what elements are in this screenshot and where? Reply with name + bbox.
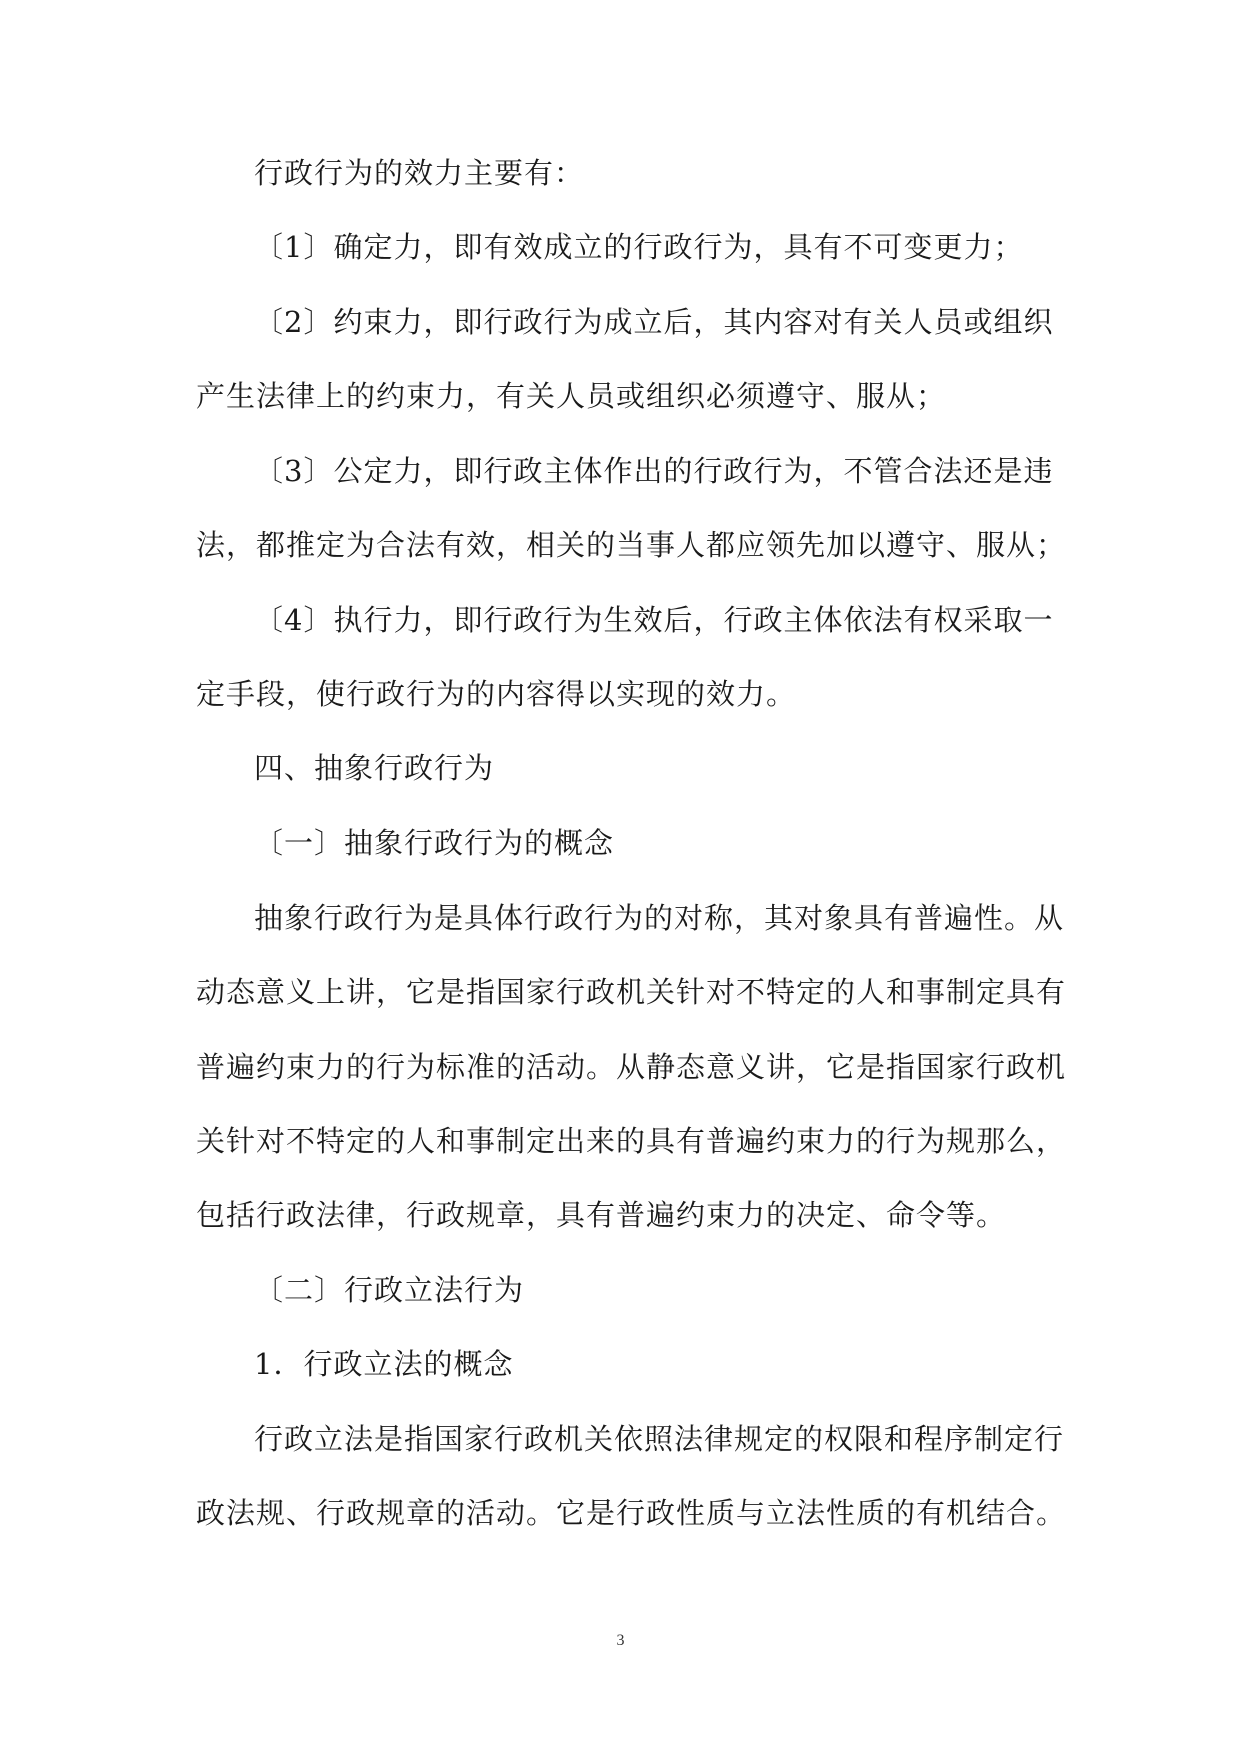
section-heading: 四、抽象行政行为	[254, 751, 495, 785]
paragraph-line: 〔2〕约束力，即行政行为成立后，其内容对有关人员或组织	[254, 305, 1054, 339]
paragraph-line: 政法规、行政规章的活动。它是行政性质与立法性质的有机结合。	[196, 1496, 1067, 1530]
item-heading: 1．行政立法的概念	[254, 1347, 514, 1381]
paragraph-line: 包括行政法律，行政规章，具有普遍约束力的决定、命令等。	[196, 1198, 1007, 1232]
paragraph-line: 〔1〕确定力，即有效成立的行政行为，具有不可变更力；	[254, 230, 1024, 264]
paragraph-line: 行政行为的效力主要有：	[254, 156, 585, 190]
paragraph-line: 抽象行政行为是具体行政行为的对称，其对象具有普遍性。从	[254, 901, 1065, 935]
subsection-heading: 〔二〕行政立法行为	[254, 1273, 525, 1307]
paragraph-line: 关针对不特定的人和事制定出来的具有普遍约束力的行为规那么，	[196, 1124, 1067, 1158]
paragraph-line: 法，都推定为合法有效，相关的当事人都应领先加以遵守、服从；	[196, 528, 1067, 562]
paragraph-line: 普遍约束力的行为标准的活动。从静态意义讲，它是指国家行政机	[196, 1050, 1067, 1084]
paragraph-line: 定手段，使行政行为的内容得以实现的效力。	[196, 677, 797, 711]
subsection-heading: 〔一〕抽象行政行为的概念	[254, 826, 615, 860]
paragraph-line: 产生法律上的约束力，有关人员或组织必须遵守、服从；	[196, 379, 947, 413]
paragraph-line: 〔4〕执行力，即行政行为生效后，行政主体依法有权采取一	[254, 603, 1054, 637]
paragraph-line: 行政立法是指国家行政机关依照法律规定的权限和程序制定行	[254, 1422, 1065, 1456]
paragraph-line: 动态意义上讲，它是指国家行政机关针对不特定的人和事制定具有	[196, 975, 1067, 1009]
paragraph-line: 〔3〕公定力，即行政主体作出的行政行为，不管合法还是违	[254, 454, 1054, 488]
page-number: 3	[616, 1632, 625, 1649]
